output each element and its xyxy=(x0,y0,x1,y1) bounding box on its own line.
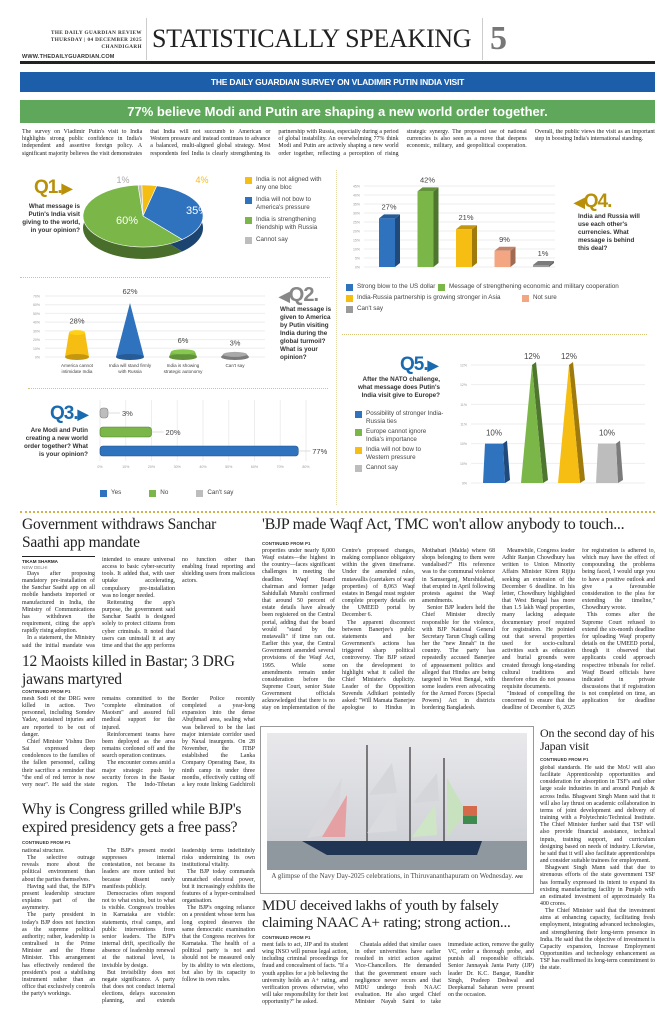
divider xyxy=(482,18,483,60)
y-tick-label: 5% xyxy=(354,256,360,261)
pie-value-label: 35% xyxy=(185,205,209,217)
spike-value-label: 10% xyxy=(598,428,616,438)
section-rule xyxy=(20,511,655,513)
masthead-info xyxy=(36,30,142,51)
cone-top xyxy=(69,330,85,335)
y-tick-label: 10% xyxy=(32,346,40,351)
legend-swatch xyxy=(149,490,156,497)
navy-ship-photo[interactable] xyxy=(267,733,527,870)
bar xyxy=(456,229,472,267)
q2-label xyxy=(279,284,318,307)
y-tick-label: 30% xyxy=(352,211,360,216)
continued-label: CONTINUED FROM P1 xyxy=(262,935,311,940)
legend-item xyxy=(346,305,646,313)
x-tick-label: 60% xyxy=(250,465,259,469)
y-tick-label: 11% xyxy=(460,422,467,427)
y-tick-label: 20% xyxy=(352,229,360,234)
spike xyxy=(596,444,618,483)
continued-label: CONTINUED FROM P1 xyxy=(22,689,71,694)
q5-label xyxy=(400,354,437,376)
q2-chart-area xyxy=(20,283,275,383)
legend-label: Europe cannot ignore India's importance xyxy=(366,428,427,443)
triangle-right-icon: ▶ xyxy=(77,406,88,422)
spike xyxy=(483,444,505,483)
author: TIKAM SHARMA xyxy=(22,559,58,564)
q1-legend xyxy=(245,176,333,248)
continued-label: CONTINUED FROM P1 xyxy=(22,840,71,845)
category-label: India is showing strategic autonomy xyxy=(163,363,203,374)
mdu-headline[interactable]: MDU deceived lakhs of youth by falsely claiming NAAC A+ rating; strong action... xyxy=(262,898,511,931)
photo-credit: ANI xyxy=(514,874,523,879)
paragraph: The encounter comes amid a major strategic push by security forces in the Bastar region. The Indo-Tibetan Border Police recently completed a year-long expansion into the dense Abujhmad area, sealing what was believed to be the last major interstate corridor used by Naxal insurgents. On 28 November, the ITBP established the Lanka Company Operating Base, its ninth camp in under three months, effectively cutting off a key route linking Gadchiroli xyxy=(102,696,255,788)
cone-value-label: 3% xyxy=(229,338,241,348)
triangle-right-icon: ▶ xyxy=(61,180,72,196)
legend-swatch xyxy=(196,490,203,497)
q2-question: What message is given to America by Putin visiting India during the global turmoil? What is your opinion? xyxy=(280,306,332,361)
sanchar-body xyxy=(22,557,255,651)
y-tick-label: 12% xyxy=(459,383,467,388)
legend-item xyxy=(100,489,121,497)
legend-swatch xyxy=(355,447,362,454)
cone-base xyxy=(116,354,144,360)
cone-value-label: 62% xyxy=(122,286,138,296)
issue-date: THURSDAY | 04 DECEMBER 2025 xyxy=(50,37,142,43)
legend-swatch xyxy=(346,284,353,291)
q5-legend xyxy=(355,410,445,472)
legend-label: Not sure xyxy=(533,294,557,301)
q4-legend xyxy=(346,283,656,313)
section-title: STATISTICALLY SPEAKING xyxy=(152,24,472,53)
y-tick-label: 12% xyxy=(459,363,467,368)
maoists-body xyxy=(22,696,255,796)
cone-value-label: 28% xyxy=(69,316,85,326)
legend-label: No xyxy=(160,489,169,496)
legend-label: Possibility of stronger India-Russia ties xyxy=(366,410,444,425)
legend-label: Strong blow to the US dollar xyxy=(357,283,436,290)
y-tick-label: 15% xyxy=(352,238,360,243)
q3-hbar-chart xyxy=(0,395,335,475)
bar-value-label: 21% xyxy=(458,213,474,223)
paragraph: The Chief Minister said that the investment aims at enhancing capacity, facilitating fresh employment, integrating advanced technologies, and strengthening their long-term presence in India. He said that the objective of investment is Capacity expansion, Increase Employment Opportunities and technology enhancement as TSF has reaffirmed its long-term commitment to the state. xyxy=(540,908,655,972)
edition-city: CHANDIGARH xyxy=(101,44,142,50)
page-number: 5 xyxy=(490,20,507,57)
q5-number: Q5. xyxy=(400,354,428,375)
flag xyxy=(463,806,477,816)
x-tick-label: 80% xyxy=(302,465,310,469)
legend-item xyxy=(355,410,445,426)
legend-item xyxy=(245,236,333,244)
cone xyxy=(65,333,89,357)
spike-value-label: 12% xyxy=(523,352,541,361)
paragraph: Democracies often respond not to what exists, but to what is visible. Congress's troubles in Karnataka are visible: statements, rival camps, and public interventions from senior leaders. The BJP's internal drift, specifically the absence of leadership renewal at the national level, is invisible by design. xyxy=(102,890,175,969)
x-tick-label: 50% xyxy=(225,465,233,469)
legend-swatch xyxy=(245,217,252,224)
masthead-rule xyxy=(20,61,655,64)
cone-value-label: 6% xyxy=(177,335,189,345)
paragraph: national structure. xyxy=(22,848,65,854)
paragraph: Reinforcement teams have been deployed as the area remains cordoned off and the search operation continues. xyxy=(102,731,175,760)
y-tick-label: 50% xyxy=(32,311,40,316)
paragraph: The selective outrage reveals more about the political environment than about the parties themselves. xyxy=(22,855,95,883)
bar-side xyxy=(434,187,439,267)
y-tick-label: 10% xyxy=(459,461,467,466)
legend-item xyxy=(245,216,333,232)
legend-swatch xyxy=(346,306,353,313)
legend-item xyxy=(355,464,445,472)
q4-label xyxy=(574,191,611,213)
legend-item xyxy=(149,489,168,497)
legend-item xyxy=(245,176,333,192)
legend-swatch xyxy=(355,429,362,436)
y-tick-label: 30% xyxy=(32,329,40,334)
triangle-left-icon: ◀ xyxy=(574,194,584,210)
legend-swatch xyxy=(346,295,353,302)
bar xyxy=(495,251,511,267)
maoists-headline[interactable]: 12 Maoists killed in Bastar; 3 DRG jawans martyred xyxy=(22,653,235,688)
paragraph: Senior BJP leaders held the Chief Minister directly responsible for the violence, with BJP National General Secretary Tarun Chugh calling her the "new Jinnah" in the country. The party has repeatedly accused Banerjee of appeasement politics and alleged that Hindus are being targeted in West Bengal, with some leaders even advocating for the Armed Forces (Special Powers) Act in districts bordering Bangladesh. xyxy=(422,605,495,712)
y-tick-label: 20% xyxy=(32,338,40,343)
bar-value-label: 42% xyxy=(419,175,436,185)
paragraph: properties under nearly 8,000 Waqf estates—the highest in the country—faces significant challenges in meeting the deadline. Waqf Board chairman and former judge Sahidullah Munshi confirmed that around 50 percent of estate details have already been registered on the Central portal, adding that the board would "stand by the mutawalli" if time ran out. Earlier this year, the Central Government amended several provisions of the Waqf Act, 1995. While some amendments remain under consideration before the Supreme Court, senior State Government officials acknowledged that there is no stay on implementation of the Centre's proposed changes, making compliance obligatory within the given timeframe. Under the amended rules, mutawallis (caretakers of waqf properties) of 8,063 Waqf estates in Bengal must register complete property details on the UMEED portal by December 6. xyxy=(262,548,415,712)
y-tick-label: 70% xyxy=(32,294,40,299)
paragraph: The BJP's ongoing reliance on a president whose term has long expired deserves the same democratic examination that the Congress receives for Karnataka. The health of a political party is not and should not be measured only by its ability to win elections, but also by its capacity to follow its own rules. xyxy=(182,905,255,983)
paragraph: mesh Sodi of the DRG were killed in action. Two personnel, including Somdev Yadav, sustained injuries and are reported to be out of danger. xyxy=(22,696,95,738)
category-label: Can't say xyxy=(225,363,245,368)
legend-item xyxy=(438,283,656,291)
paragraph: Days after proposing mandatory pre-installation of the Sanchar Saathi app on all mobile handsets imported or manufactured in India, the Ministry of Communications has withdrawn the requirement, citing the app's rapidly rising adoption. xyxy=(22,571,95,635)
legend-swatch xyxy=(245,237,252,244)
congress-headline[interactable]: Why is Congress grilled while BJP's expired presidency gets a free pass? xyxy=(22,801,242,836)
q3-number: Q3. xyxy=(50,403,78,424)
x-tick-label: 0% xyxy=(97,465,103,469)
legend-item xyxy=(522,294,652,302)
cone-base xyxy=(65,354,89,360)
survey-banner: THE DAILY GUARDIAN SURVEY ON VLADIMIR PUTIN INDIA VISIT xyxy=(20,72,655,92)
bar-value-label: 9% xyxy=(499,234,510,244)
x-tick-label: 30% xyxy=(173,465,181,469)
x-tick-label: 20% xyxy=(147,465,156,469)
y-tick-label: 10% xyxy=(352,247,360,252)
legend-swatch xyxy=(245,177,252,184)
pie-value-label: 4% xyxy=(195,175,209,185)
legend-label: Cannot say xyxy=(366,464,398,471)
legend-label: Message of strengthening economic and military cooperation xyxy=(449,283,619,290)
divider xyxy=(336,170,337,505)
cone xyxy=(116,303,144,357)
bar-value-label: 77% xyxy=(312,447,328,456)
legend-label: India-Russia partnership is growing stronger in Asia xyxy=(357,294,501,301)
q4-question: India and Russia will use each other's currencies. What message is behind this deal? xyxy=(578,213,640,252)
y-tick-label: 0% xyxy=(354,265,360,270)
divider xyxy=(146,18,147,60)
sanchar-headline[interactable]: Government withdraws Sanchar Saathi app mandate xyxy=(22,516,217,551)
q4-bar-chart xyxy=(340,172,570,272)
paragraph: "Instead of compelling the concerned to ensure that the deadline of December 6, 2025 for registration is adhered to, which may have the effect of compounding the problems being faced, I would urge you to have a positive outlook and give a favourable consideration to the plea for extending the timeline," Chowdhury wrote. xyxy=(502,548,655,712)
pie-value-label: 60% xyxy=(115,215,139,227)
legend-label: Can't say xyxy=(207,489,234,496)
triangle-left-icon: ◀ xyxy=(279,288,289,304)
bar-value-label: 3% xyxy=(122,409,133,418)
bar xyxy=(100,427,152,437)
paragraph: Meanwhile, Congress leader Adhir Ranjan Chowdhury has written to Union Minority Affairs Minister Kiren Rijiju seeking an extension of the December 6 deadline. In his letter, Chowdhury highlighted that West Bengal has more than 1.5 lakh Waqf properties, many lacking adequate documentary proof required for registration. He pointed out that several properties used for socio-cultural activities such as education and burial grounds were created through long-standing cultural traditions and therefore often do not possess requisite documents. xyxy=(502,548,575,690)
q3-question: Are Modi and Putin creating a new world order together? What is your opinion? xyxy=(23,427,88,458)
japan-body xyxy=(540,765,655,1010)
continued-label: CONTINUED FROM P1 xyxy=(540,757,589,762)
ship-hull xyxy=(302,841,482,855)
flag xyxy=(463,816,477,824)
legend-item xyxy=(245,196,333,212)
q1-question: What message is Putin's India visit giving to the world, in your opinion? xyxy=(22,203,80,234)
paragraph: This comes after the Supreme Court refused to extend the six-month deadline for uploading Waqf property details on the UMEED portal, though it observed that applicants could approach respective tribunals for relief. Waqf Board officials have indicated in private discussions that if registration is not completed on time, an application for deadline xyxy=(582,612,655,705)
survey-intro: The survey on Vladimir Putin's visit to India highlights strong public confidence in India's independent and assertive foreign policy. A significant majority believes the visit demonstrates that India will not succumb to American or Western pressure and instead continues to advance a balanced, multi-aligned global strategy. Most respondents feel India is clearly strengthening its partnership with Russia, especially during a period of global instability. An overwhelming 77% think Modi and Putin are actively shaping a new world order together, reflecting a perception of rising strategic synergy. The proposed use of national currencies is also seen as a move that deepens economic, military, and geopolitical cooperation. Overall, the public views the visit as an important step in boosting India's international standing. xyxy=(22,129,655,157)
legend-label: Cannot say xyxy=(256,236,288,243)
paragraph: ment fails to act, JJP and its student wing INSO will pursue legal action, including criminal proceedings for fraud and concealment of facts. "If a youth applies for a job believing the university holds an A+ rating, and verification proves otherwise, who will take responsibility for their lost opportunity?" he asked. xyxy=(262,942,348,1006)
divider xyxy=(28,388,328,389)
pie-value-label: 1% xyxy=(116,175,130,185)
legend-item xyxy=(355,446,445,462)
legend-item xyxy=(355,428,445,444)
legend-swatch xyxy=(438,284,445,291)
divider xyxy=(342,334,647,335)
bar xyxy=(100,408,108,418)
y-tick-label: 40% xyxy=(352,193,360,198)
y-tick-label: 9% xyxy=(461,481,467,486)
legend-swatch xyxy=(522,295,529,302)
legend-label: India is not aligned with any one bloc xyxy=(256,176,322,191)
q2-cone-chart xyxy=(20,283,275,363)
paragraph: In a statement, the Ministry said the initial mandate was intended to ensure universal access to basic cyber-security tools. It added that, with user uptake accelerating, compulsory pre-installation was no longer needed. xyxy=(22,557,175,649)
q1-pie-chart xyxy=(80,172,245,267)
bar-side xyxy=(395,214,400,267)
mdu-body xyxy=(262,932,534,1008)
spike-value-label: 10% xyxy=(485,428,503,438)
paragraph: The apparent disconnect between Banerjee's public statements and her Government's actions has triggered sharp political controversy. The BJP seized on the development to highlight what it called the Chief Minister's duplicity. Leader of the Opposition Suvendu Adhikari pointedly asked: "Will Mamata Banerjee apologise to Hindus in Mothabari (Malda) where 68 shops belonging to them were vandalised?" His reference was to the communal violence in Samserganj, Murshidabad, that erupted in April following protests against the Waqf amendments. xyxy=(342,548,495,712)
spike-value-label: 12% xyxy=(560,352,578,361)
y-tick-label: 10% xyxy=(459,442,467,447)
q1-number: Q1. xyxy=(34,177,62,198)
y-tick-label: 35% xyxy=(352,202,360,207)
legend-swatch xyxy=(100,490,107,497)
q5-spike-chart xyxy=(455,345,655,490)
paragraph: The BJP's present model suppresses internal contestation, not because its leaders are more united but because dissent rarely manifests publicly. xyxy=(102,848,175,890)
paragraph: The BJP today commands unmatched electoral power, but it increasingly exhibits the features of a hyper-centralised organisation. xyxy=(182,869,255,905)
legend-item xyxy=(196,489,233,497)
y-tick-label: 60% xyxy=(32,303,40,308)
q2-number: Q2. xyxy=(288,284,319,306)
category-label: America cannot intimidate India xyxy=(61,363,93,374)
x-tick-label: 40% xyxy=(199,465,207,469)
caption-text: A glimpse of the Navy Day-2025 celebrations, in Thiruvananthapuram on Wednesday. xyxy=(271,872,514,880)
cone-top xyxy=(171,349,195,354)
bar-value-label: 27% xyxy=(381,202,397,212)
bar xyxy=(418,191,434,267)
cone-top xyxy=(223,352,247,357)
congress-body xyxy=(22,848,255,1008)
triangle-right-icon: ▶ xyxy=(427,357,438,373)
bar-value-label: 20% xyxy=(165,428,181,437)
divider xyxy=(20,277,330,278)
y-tick-label: 0% xyxy=(34,355,40,360)
legend-label: Can't say xyxy=(357,305,384,312)
paragraph: Having said that, the BJP's present leadership structure explains part of the asymmetry. xyxy=(22,883,95,912)
website-link[interactable]: WWW.THEDAILYGUARDIAN.COM xyxy=(22,54,115,60)
bar-value-label: 1% xyxy=(537,249,549,258)
paragraph: Chautala added that similar cases in other universities have earlier resulted in strict action against Vice-Chancellors. He demanded that the government ensure such negligence never recurs and that MDU undergo fresh NAAC evaluation. He also urged Chief Minister Nayab Saini to take immediate action, remove the guilty VC, order a thorough probe, and punish all responsible officials. Senior Jannayak Janta Party (JJP) leader Dr. K.C. Bangar, Randhir Singh, Pradeep Deshwal and Deepkamal Saharan were present on the occasion. xyxy=(355,942,534,1006)
legend-item xyxy=(346,283,438,291)
x-tick-label: 70% xyxy=(276,465,284,469)
continued-label: CONTINUED FROM P1 xyxy=(262,541,311,546)
legend-label: Yes xyxy=(111,489,122,496)
paragraph: But invisibility does not negate significance. A party that does not conduct internal elections, delays succession planning, and extends leadership terms indefinitely risks undermining its own institutional vitality. xyxy=(102,848,255,1005)
paragraph: The party president in today's BJP does not function as the supreme political authority; rather, leadership is centralised in the Prime Minister and the Home Minister. This arrangement has effectively rendered the president's post a stabilising instrument rather than an office that exclusively controls the party's workings. xyxy=(22,912,95,998)
byline-spacer xyxy=(22,557,95,571)
y-tick-label: 40% xyxy=(32,320,40,325)
legend-swatch xyxy=(355,465,362,472)
waqf-body xyxy=(262,548,655,716)
q5-question: After the NATO challenge, what message does Putin's India visit give to Europe? xyxy=(358,376,440,399)
q3-legend xyxy=(100,489,233,497)
paragraph: Reiterating the app's purpose, the government said Sanchar Saathi is designed solely to protect citizens from cyber criminals. It noted that users can uninstall it at any time and that the app performs no function other than enabling fraud reporting and shielding users from malicious actors. xyxy=(102,557,255,649)
x-tick-label: 10% xyxy=(122,465,130,469)
bar xyxy=(533,265,549,267)
q4-number: Q4. xyxy=(583,191,612,212)
photo-caption xyxy=(267,872,527,882)
category-label: India will stand firmly with Russia xyxy=(108,363,152,374)
legend-item xyxy=(346,294,522,302)
photo-box xyxy=(260,726,534,894)
q1-label xyxy=(34,177,71,199)
paragraph: Chief Minister Vishnu Deo Sai expressed deep condolences to the families of the fallen personnel, calling their sacrifice a reminder that "the end of red terror is now very near". He said the state remains committed to the "complete elimination of Maoism" and assured full medical support for the injured. xyxy=(22,696,175,788)
paper-name: THE DAILY GUARDIAN REVIEW xyxy=(50,30,142,36)
legend-swatch xyxy=(355,411,362,418)
y-tick-label: 11% xyxy=(460,402,467,407)
y-tick-label: 45% xyxy=(352,184,360,189)
headline-banner: 77% believe Modi and Putin are shaping a new world order together. xyxy=(20,100,655,123)
waqf-headline[interactable]: 'BJP made Waqf Act, TMC won't allow anybody to touch... xyxy=(262,516,625,533)
paragraph: global standards. He said the MoU will also facilitate Apprenticeship opportunities and consideration for absorption in TSF's and other large scale industries in and around Punjab & across India. Bhagwant Singh Mann said that it will also lay thrust on academic collaboration in terms of joint development and delivery of training with a Polytechnic/Technical Institute. The Chief Minister further said that TSF will also provide financial assistance, technical inputs, training support, and curriculum designing based on needs of industry. Likewise, he said that it will also facilitate apprenticeships and consider suitable trainees for employment. xyxy=(540,765,655,865)
legend-label: India will not bow to Western pressure xyxy=(366,446,421,461)
legend-label: India will not bow to America's pressure xyxy=(256,196,311,211)
legend-label: India is strengthening friendship with Russia xyxy=(256,216,318,231)
japan-headline[interactable]: On the second day of his Japan visit xyxy=(540,726,655,753)
dateline: NEW DELHI xyxy=(22,565,48,570)
bar xyxy=(379,218,395,267)
paragraph: Bhagwant Singh Mann said that due to strenuous efforts of the state government TSF has formally expressed its intent to expand its existing manufacturing facility in Punjab with an estimated investment of approximately Rs 400 crores. xyxy=(540,865,655,907)
y-tick-label: 25% xyxy=(352,220,360,225)
bar xyxy=(100,446,298,456)
legend-swatch xyxy=(245,197,252,204)
bar-side xyxy=(472,225,477,267)
cone-base xyxy=(169,354,197,360)
